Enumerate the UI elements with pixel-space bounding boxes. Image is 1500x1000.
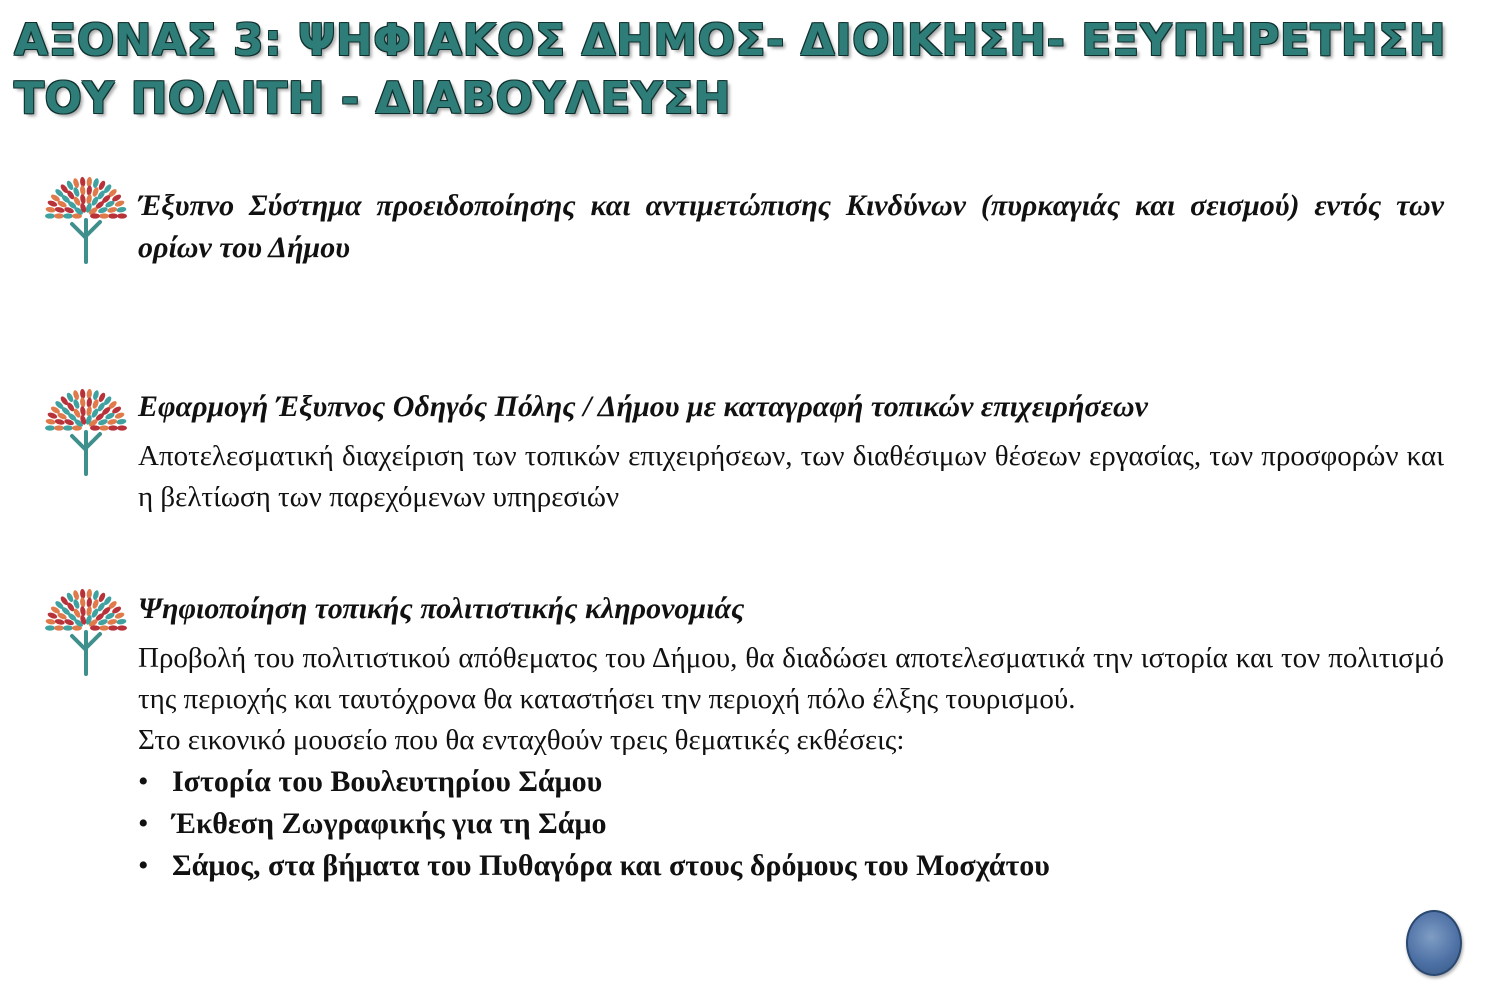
leaf [86,597,92,608]
leaf [90,425,100,430]
leaf [90,625,100,630]
list-item [138,803,1444,845]
leaf [117,425,127,430]
item-heading: Εφαρμογή Έξυπνος Οδηγός Πόλης / Δήμου με καταγραφή τοπικών επιχειρήσεων [138,390,1148,423]
leaf [86,389,92,399]
leaf [92,178,100,189]
leaf [108,213,118,218]
leaf [80,589,86,599]
slide-title: ΑΞΟΝΑΣ 3: ΨΗΦΙΑΚΟΣ ΔΗΜΟΣ- ΔΙΟΙΚΗΣΗ- ΕΞΥΠΗΡΕΤΗΣΗ ΤΟΥ ΠΟΛΙΤΗ - ΔΙΑΒΟΥΛΕΥΣΗ [14,15,1447,124]
exhibition-label: Έκθεση Ζωγραφικής για τη Σάμο [172,807,607,840]
exhibition-list [138,761,1444,887]
leaf [99,425,109,430]
item-description: Προβολή του πολιτιστικού απόθεματος του Δήμου, θα διαδώσει αποτελεσματικά την ιστορία και τον πολιτισμό της περιοχής και ταυτόχρονα θα καταστήσει την περιοχή πόλο έλξης τουρισμού. [138,642,1444,715]
tree-icon [42,172,130,264]
leaf [116,618,127,625]
leaf [54,213,64,218]
leaf [63,625,73,630]
exhibition-label: Σάμος, στα βήματα του Πυθαγόρα και στους δρόμους του Μοσχάτου [172,849,1050,882]
bullet: • [138,807,149,840]
leaf [72,178,80,189]
leaf [86,606,93,617]
leaf [92,590,100,601]
list-item [138,845,1444,887]
leaf [86,185,92,196]
leaf [86,397,92,408]
leaf [86,177,92,187]
item-heading: Έξυπνο Σύστημα προειδοποίησης και αντιμετώπισης Κινδύνων (πυρκαγιάς και σεισμού) εντός των ορίων του Δήμου [138,189,1444,264]
tree-icon [42,584,130,676]
leaf [86,194,93,205]
leaf [45,418,56,425]
leaf [63,213,73,218]
leaf [79,606,86,617]
leaf [116,206,127,213]
museum-intro: Στο εικονικό μουσείο που θα ενταχθούν τρεις θεματικές εκθέσεις: [138,724,905,756]
leaf [116,418,127,425]
leaf [99,213,109,218]
exhibition-label: Ιστορία του Βουλευτηρίου Σάμου [172,765,603,798]
leaf [80,597,86,608]
leaf [86,589,92,599]
bullet: • [138,765,149,798]
leaf [108,425,118,430]
leaf [90,213,100,218]
leaf [72,590,80,601]
item-heading: Ψηφιοποίηση τοπικής πολιτιστικής κληρονομιάς [138,592,745,625]
leaf [72,390,80,401]
leaf [80,177,86,187]
leaf [108,625,118,630]
list-item [138,761,1444,803]
leaf [63,425,73,430]
leaf [92,390,100,401]
bullet: • [138,849,149,882]
leaf [45,213,55,218]
leaf [45,206,56,213]
item-cultural-heritage [138,588,1444,887]
leaf [45,425,55,430]
leaf [79,194,86,205]
leaf [99,625,109,630]
leaf [80,185,86,196]
leaf [45,618,56,625]
leaf [54,425,64,430]
leaf [80,397,86,408]
item-description: Αποτελεσματική διαχείριση των τοπικών επιχειρήσεων, των διαθέσιμων θέσεων εργασίας, των προσφορών και η βελτίωση των παρεχόμενων υπηρεσιών [138,440,1444,513]
leaf [86,406,93,417]
leaf [117,213,127,218]
leaf [79,406,86,417]
item-smart-city-guide [138,386,1444,518]
item-smart-alert [138,185,1444,269]
leaf [54,625,64,630]
leaf [45,625,55,630]
leaf [80,389,86,399]
leaf [117,625,127,630]
slide-number-badge [1406,910,1462,976]
tree-icon [42,384,130,476]
